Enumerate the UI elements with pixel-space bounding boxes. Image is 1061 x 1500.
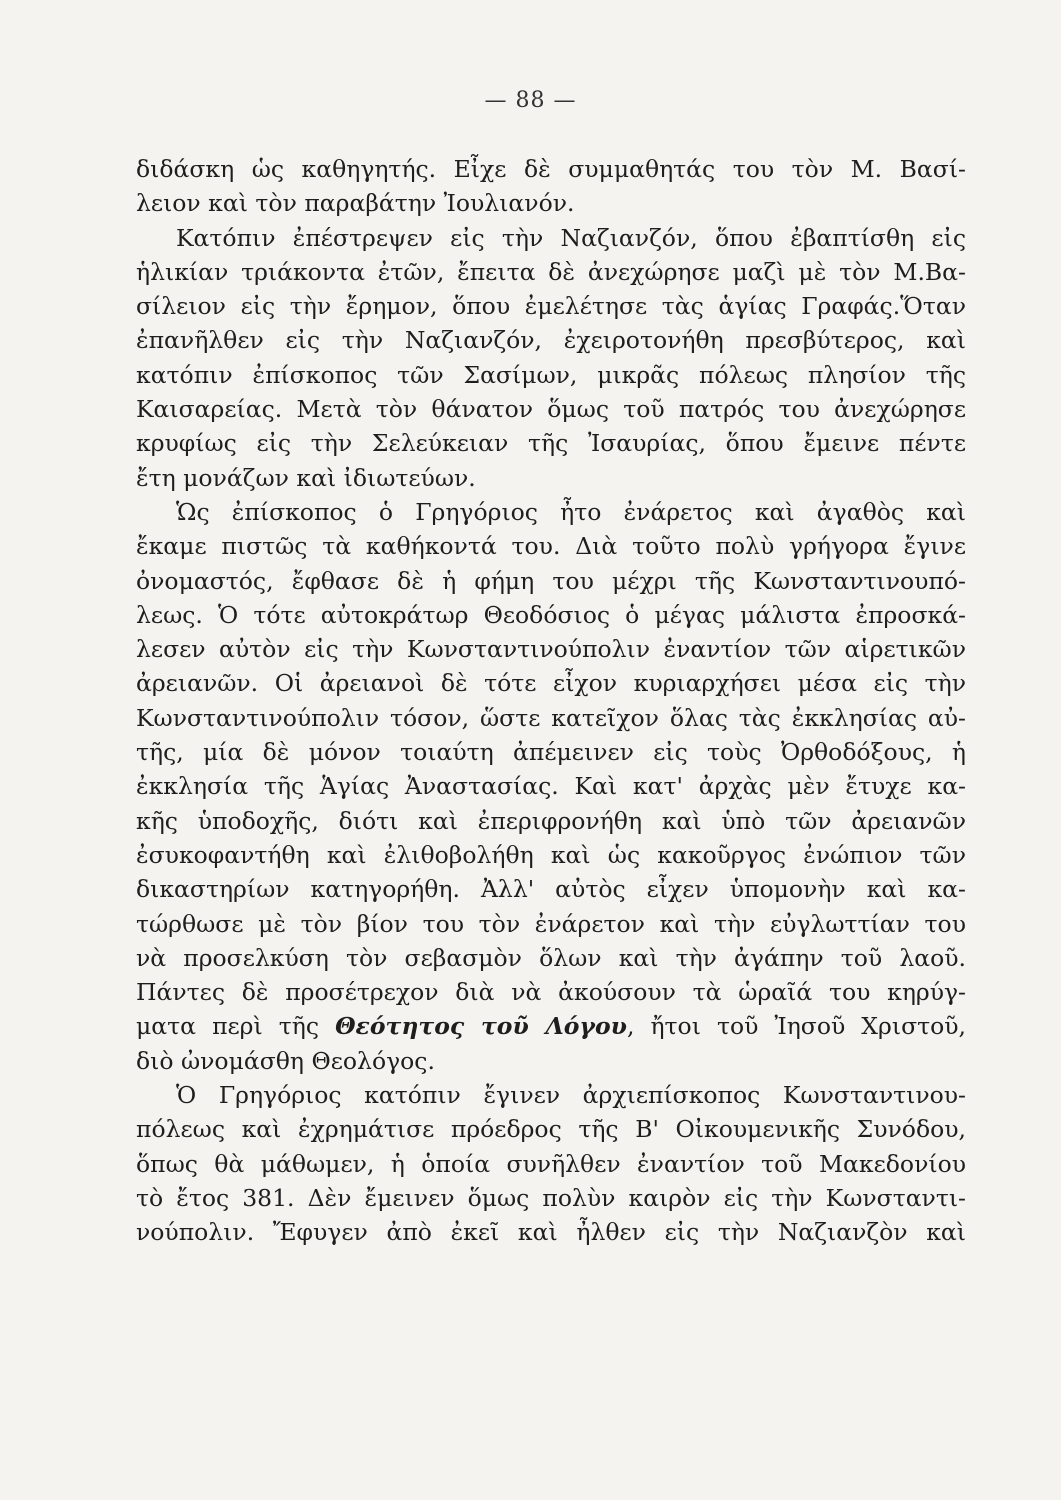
text-line: ἐκκλησία τῆς Ἁγίας Ἀναστασίας. Καὶ κατ' ἀρχὰς μὲν ἔτυχε κα- xyxy=(136,772,966,801)
text-line: ἐσυκοφαντήθη καὶ ἐλιθοβολήθη καὶ ὡς κακοῦργος ἐνώπιον τῶν xyxy=(136,840,966,869)
text-line: λεσεν αὐτὸν εἰς τὴν Κωνσταντινούπολιν ἐναντίον τῶν αἱρετικῶν xyxy=(136,635,966,664)
text-line: λειον καὶ τὸν παραβάτην Ἰουλιανόν. xyxy=(136,189,575,218)
text-line-emphasis xyxy=(136,1009,966,1043)
text-line: ἐπανῆλθεν εἰς τὴν Ναζιανζόν, ἐχειροτονήθη πρεσβύτερος, καὶ xyxy=(136,326,966,355)
text-line: διδάσκη ὡς καθηγητής. Εἶχε δὲ συμμαθητάς του τὸν Μ. Βασί- xyxy=(136,155,966,183)
text-line: ἀρειανῶν. Οἱ ἀρειανοὶ δὲ τότε εἶχον κυριαρχήσει μέσα εἰς τὴν xyxy=(136,669,966,698)
text-line: νούπολιν. Ἔφυγεν ἀπὸ ἐκεῖ καὶ ἦλθεν εἰς τὴν Ναζιανζὸν καὶ xyxy=(136,1218,966,1247)
text-line: κατόπιν ἐπίσκοπος τῶν Σασίμων, μικρᾶς πόλεως πλησίον τῆς xyxy=(136,360,966,389)
text-line: Πάντες δὲ προσέτρεχον διὰ νὰ ἀκούσουν τὰ ὡραῖά του κηρύγ- xyxy=(136,978,966,1007)
text-line: ὀνομαστός, ἔφθασε δὲ ἡ φήμη του μέχρι τῆς Κωνσταντινουπό- xyxy=(136,566,966,595)
text-line: τὸ ἔτος 381. Δὲν ἔμεινεν ὅμως πολὺν καιρὸν εἰς τὴν Κωνσταντι- xyxy=(136,1183,966,1212)
line-text: , ἤτοι τοῦ Ἰησοῦ Χριστοῦ, xyxy=(626,1012,967,1041)
page-number: — 88 — xyxy=(484,88,577,113)
line-text: ματα περὶ τῆς xyxy=(136,1012,336,1041)
text-line: ἡλικίαν τριάκοντα ἐτῶν, ἔπειτα δὲ ἀνεχώρησε μαζὶ μὲ τὸν Μ.Βα- xyxy=(136,257,966,286)
text-line: τῆς, μία δὲ μόνον τοιαύτη ἀπέμεινεν εἰς τοὺς Ὀρθοδόξους, ἡ xyxy=(136,738,966,767)
text-line: τώρθωσε μὲ τὸν βίον του τὸν ἐνάρετον καὶ τὴν εὐγλωττίαν του xyxy=(136,909,966,938)
text-line: Ὁ Γρηγόριος κατόπιν ἔγινεν ἀρχιεπίσκοπος Κωνσταντινου- xyxy=(176,1081,966,1110)
text-line: ἔκαμε πιστῶς τὰ καθήκοντά του. Διὰ τοῦτο πολὺ γρήγορα ἔγινε xyxy=(136,532,966,561)
text-line: πόλεως καὶ ἐχρημάτισε πρόεδρος τῆς Β' Οἰκουμενικῆς Συνόδου, xyxy=(136,1115,966,1144)
body-text xyxy=(136,152,966,1250)
text-line: Ὡς ἐπίσκοπος ὁ Γρηγόριος ἦτο ἐνάρετος καὶ ἀγαθὸς καὶ xyxy=(176,497,966,526)
text-line: λεως. Ὁ τότε αὐτοκράτωρ Θεοδόσιος ὁ μέγας μάλιστα ἐπροσκά- xyxy=(136,600,966,629)
text-line: κῆς ὑποδοχῆς, διότι καὶ ἐπεριφρονήθη καὶ ὑπὸ τῶν ἀρειανῶν xyxy=(136,806,966,835)
text-line: δικαστηρίων κατηγορήθη. Ἀλλ' αὐτὸς εἶχεν ὑπομονὴν καὶ κα- xyxy=(136,875,966,904)
text-line: κρυφίως εἰς τὴν Σελεύκειαν τῆς Ἰσαυρίας, ὅπου ἔμεινε πέντε xyxy=(136,429,966,458)
text-line: ὅπως θὰ μάθωμεν, ἡ ὁποία συνῆλθεν ἐναντίον τοῦ Μακεδονίου xyxy=(136,1149,966,1178)
text-line: Καισαρείας. Μετὰ τὸν θάνατον ὅμως τοῦ πατρός του ἀνεχώρησε xyxy=(136,395,966,424)
emphasized-phrase: Θεότητος τοῦ Λόγου xyxy=(335,1012,627,1041)
text-line: ἔτη μονάζων καὶ ἰδιωτεύων. xyxy=(136,463,476,492)
text-line: Κωνσταντινούπολιν τόσον, ὥστε κατεῖχον ὅλας τὰς ἐκκλησίας αὐ- xyxy=(136,703,966,732)
text-line: σίλειον εἰς τὴν ἔρημον, ὅπου ἐμελέτησε τὰς ἁγίας Γραφάς.Ὅταν xyxy=(136,292,966,321)
text-line: νὰ προσελκύση τὸν σεβασμὸν ὅλων καὶ τὴν ἀγάπην τοῦ λαοῦ. xyxy=(136,943,966,972)
text-line: Κατόπιν ἐπέστρεψεν εἰς τὴν Ναζιανζόν, ὅπου ἐβαπτίσθη εἰς xyxy=(176,223,966,252)
text-line: διὸ ὠνομάσθη Θεολόγος. xyxy=(136,1046,435,1075)
